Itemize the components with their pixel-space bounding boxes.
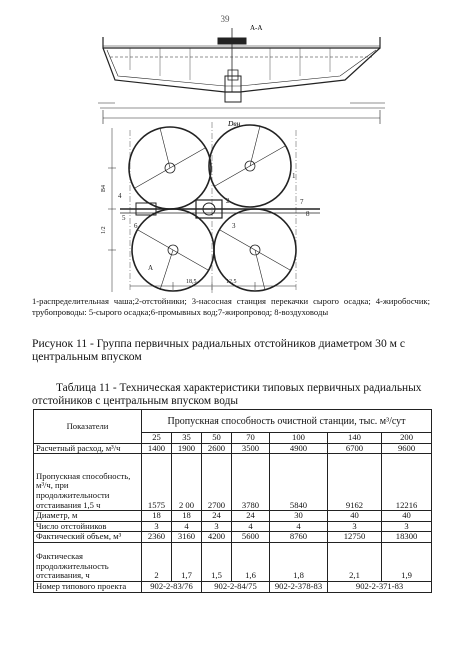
- table-row: [34, 521, 432, 532]
- row-label: Расчетный расход, м³/ч: [34, 443, 142, 454]
- row-value: 3: [142, 521, 172, 532]
- row-value: 3: [382, 521, 432, 532]
- row-value: 1,8: [270, 542, 328, 581]
- row-value: 3780: [232, 454, 270, 511]
- row-value: 24: [232, 511, 270, 522]
- dimension-bottom-2: 12,5: [226, 279, 237, 285]
- figure-caption: Рисунок 11 - Группа первичных радиальных отстойников диаметром 30 м с центральным впуском: [32, 337, 406, 363]
- row-value: 8760: [270, 532, 328, 543]
- callout-8: 8: [306, 210, 310, 218]
- callout-3: 3: [232, 222, 236, 230]
- figure-legend: 1-распределительная чаша;2-отстойники; 3-насосная станция перекачки сырого осадка; 4-жиробосчик; трубопроводы: 5-сырого осадка;6-промывных вод;7-жиропровод; 8-воздуховоды: [32, 296, 430, 317]
- row-value: 3: [202, 521, 232, 532]
- row-value: 2: [142, 542, 172, 581]
- capacity-cell: 100: [270, 433, 328, 444]
- row-value: 3: [328, 521, 382, 532]
- row-value: 9600: [382, 443, 432, 454]
- section-view: [98, 28, 385, 108]
- row-label: Пропускная способность, м³/ч, при продолжительности отстаивания 1,5 ч: [34, 454, 142, 511]
- dimension-left-1: В4: [101, 184, 107, 192]
- row-label: Фактический объем, м³: [34, 532, 142, 543]
- table-row: [34, 443, 432, 454]
- engineering-drawing: [0, 0, 450, 295]
- capacity-cell: 200: [382, 433, 432, 444]
- section-mark: A-A: [250, 24, 263, 32]
- row-value: 5600: [232, 532, 270, 543]
- row-value: 4200: [202, 532, 232, 543]
- row-value: 3160: [172, 532, 202, 543]
- row-value: 1,6: [232, 542, 270, 581]
- callout-5: 5: [122, 214, 126, 222]
- dimension-label: Dвн: [228, 119, 241, 128]
- callout-1: 1: [292, 172, 296, 180]
- table-row: [34, 581, 432, 592]
- row-label: Номер типового проекта: [34, 581, 142, 592]
- table-header-row: [34, 410, 432, 433]
- row-value: 12750: [328, 532, 382, 543]
- row-value: 1575: [142, 454, 172, 511]
- header-capacity: Пропускная способность очистной станции, тыс. м³/сут: [142, 410, 432, 433]
- capacity-cell: 25: [142, 433, 172, 444]
- row-label: Число отстойников: [34, 521, 142, 532]
- dimension-left-2: 1/2: [101, 226, 107, 234]
- capacity-cell: 35: [172, 433, 202, 444]
- cut-mark: A: [148, 264, 154, 272]
- page-number: 39: [220, 14, 230, 24]
- callout-2: 2: [226, 197, 230, 205]
- row-value: 2360: [142, 532, 172, 543]
- capacity-cell: 70: [232, 433, 270, 444]
- capacity-cell: 140: [328, 433, 382, 444]
- row-value: 40: [382, 511, 432, 522]
- row-value: 1,9: [382, 542, 432, 581]
- row-value: 4: [270, 521, 328, 532]
- table-row: [34, 542, 432, 581]
- row-value: 30: [270, 511, 328, 522]
- row-value: 2,1: [328, 542, 382, 581]
- row-value: 2 00: [172, 454, 202, 511]
- dimension-bottom-1: 18,5: [186, 279, 197, 285]
- capacity-cell: 50: [202, 433, 232, 444]
- row-value: 6700: [328, 443, 382, 454]
- row-value: 2600: [202, 443, 232, 454]
- row-label: Фактическая продолжительность отстаивания, ч: [34, 542, 142, 581]
- row-value: 4: [172, 521, 202, 532]
- header-param: Показатели: [34, 410, 142, 444]
- row-value: 4900: [270, 443, 328, 454]
- row-value: 3500: [232, 443, 270, 454]
- row-value: 1,5: [202, 542, 232, 581]
- row-value: 4: [232, 521, 270, 532]
- row-label: Диаметр, м: [34, 511, 142, 522]
- row-value: 24: [202, 511, 232, 522]
- row-value: 1400: [142, 443, 172, 454]
- row-value: 1,7: [172, 542, 202, 581]
- row-value: 902-2-378-83: [270, 581, 328, 592]
- table-title: Таблица 11 - Техническая характеристики типовых первичных радиальных отстойников с центральным впуском воды: [32, 382, 422, 407]
- row-value: 2700: [202, 454, 232, 511]
- table-row: [34, 454, 432, 511]
- dimension-dvn: [103, 110, 380, 124]
- table-row: [34, 532, 432, 543]
- table-row: [34, 511, 432, 522]
- row-value: 9162: [328, 454, 382, 511]
- row-value: 1900: [172, 443, 202, 454]
- callout-6: 6: [134, 222, 138, 230]
- row-value: 18: [142, 511, 172, 522]
- row-value: 18300: [382, 532, 432, 543]
- row-value: 40: [328, 511, 382, 522]
- callout-7: 7: [300, 198, 304, 206]
- row-value: 5840: [270, 454, 328, 511]
- row-value: 902-2-83/76: [142, 581, 202, 592]
- row-value: 12216: [382, 454, 432, 511]
- row-value: 902-2-371-83: [328, 581, 432, 592]
- callout-4: 4: [118, 192, 122, 200]
- row-value: 18: [172, 511, 202, 522]
- technical-table: [33, 409, 432, 593]
- row-value: 902-2-84/75: [202, 581, 270, 592]
